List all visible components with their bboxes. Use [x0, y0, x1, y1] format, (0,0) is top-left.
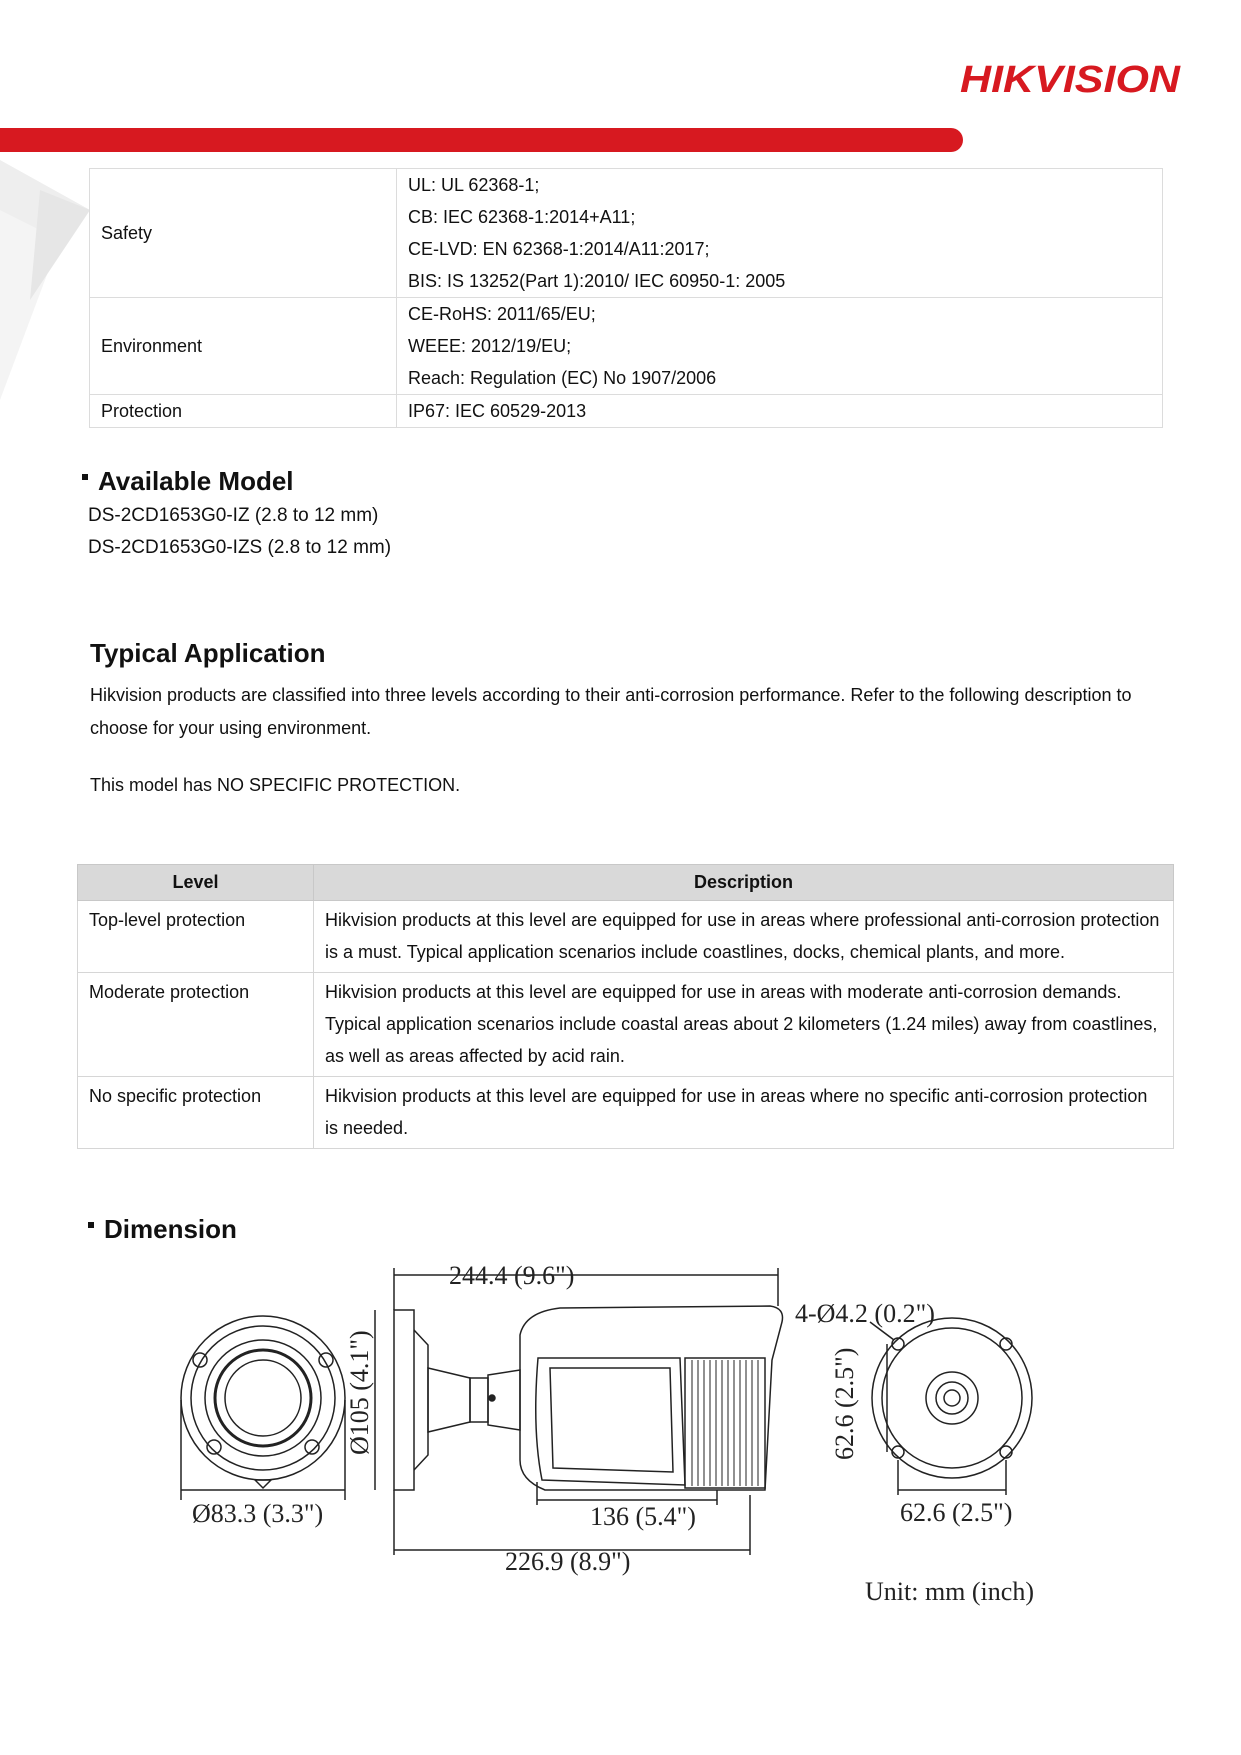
back-view	[870, 1318, 1032, 1495]
description-cell: Hikvision products at this level are equipped for use in areas with moderate anti-corrosion demands. Typical application scenarios include coastal areas about 2 kilometers (1.24 miles) away from coastlines, as well as areas affected by acid rain.	[314, 973, 1174, 1077]
spec-value: IP67: IEC 60529-2013	[408, 401, 587, 421]
table-row	[90, 298, 1163, 395]
list-item: DS-2CD1653G0-IZ (2.8 to 12 mm)	[88, 505, 379, 526]
hikvision-logo	[960, 58, 1190, 100]
front-diameter-label: Ø83.3 (3.3")	[192, 1499, 324, 1528]
model-list	[88, 500, 391, 564]
logo-text: HIKVISION	[960, 59, 1182, 100]
dimension-drawing	[170, 1250, 1070, 1620]
table-row	[90, 169, 1163, 298]
spec-key: Protection	[90, 395, 397, 428]
table-row	[90, 395, 1163, 428]
base-length-label: 226.9 (8.9")	[505, 1547, 631, 1576]
protection-note: This model has NO SPECIFIC PROTECTION.	[90, 775, 461, 795]
intro-paragraph: Hikvision products are classified into three levels according to their anti-corrosion performance. Refer to the following description to choose for your using environment.	[90, 685, 1132, 738]
available-model-heading: Available Model	[82, 466, 294, 497]
spec-key: Safety	[90, 169, 397, 298]
table-row	[78, 973, 1174, 1077]
level-cell: Top-level protection	[78, 901, 314, 973]
table-row	[78, 1077, 1174, 1149]
spec-value: Reach: Regulation (EC) No 1907/2006	[408, 368, 717, 388]
spec-values	[397, 169, 1163, 298]
mount-holes-label: 4-Ø4.2 (0.2")	[795, 1299, 935, 1328]
level-cell: No specific protection	[78, 1077, 314, 1149]
header-red-bar	[0, 128, 963, 152]
body-length-label: 136 (5.4")	[590, 1502, 696, 1531]
spec-value: WEEE: 2012/19/EU;	[408, 336, 572, 356]
dimension-heading: Dimension	[88, 1214, 237, 1245]
level-cell: Moderate protection	[78, 973, 314, 1077]
spec-key: Environment	[90, 298, 397, 395]
spec-value: CE-LVD: EN 62368-1:2014/A11:2017;	[408, 239, 710, 259]
table-row	[78, 901, 1174, 973]
description-cell: Hikvision products at this level are equipped for use in areas where no specific anti-corrosion protection is needed.	[314, 1077, 1174, 1149]
protection-level-table	[77, 864, 1174, 1149]
spec-value: BIS: IS 13252(Part 1):2010/ IEC 60950-1: 2005	[408, 271, 786, 291]
table-header-row	[78, 865, 1174, 901]
spec-value: UL: UL 62368-1;	[408, 175, 540, 195]
spec-values	[397, 395, 1163, 428]
mount-diameter-label: Ø105 (4.1")	[345, 1330, 374, 1455]
hole-spacing-vertical-label: 62.6 (2.5")	[830, 1347, 859, 1460]
description-cell: Hikvision products at this level are equipped for use in areas where professional anti-corrosion protection is a must. Typical application scenarios include coastlines, docks, chemical plants, and more.	[314, 901, 1174, 973]
side-view	[375, 1268, 783, 1555]
overall-length-label: 244.4 (9.6")	[449, 1261, 575, 1290]
spec-table	[89, 168, 1163, 428]
decorative-shape	[0, 150, 100, 400]
spec-values	[397, 298, 1163, 395]
column-header: Description	[314, 865, 1174, 901]
list-item: DS-2CD1653G0-IZS (2.8 to 12 mm)	[88, 537, 392, 558]
hole-spacing-horizontal-label: 62.6 (2.5")	[900, 1498, 1013, 1527]
column-header: Level	[78, 865, 314, 901]
spec-value: CE-RoHS: 2011/65/EU;	[408, 304, 596, 324]
bullet-icon	[88, 1222, 94, 1228]
bullet-icon	[82, 474, 88, 480]
spec-value: CB: IEC 62368-1:2014+A11;	[408, 207, 636, 227]
front-view	[181, 1316, 345, 1500]
unit-label: Unit: mm (inch)	[865, 1577, 1034, 1606]
typical-application-heading: Typical Application	[90, 638, 326, 668]
